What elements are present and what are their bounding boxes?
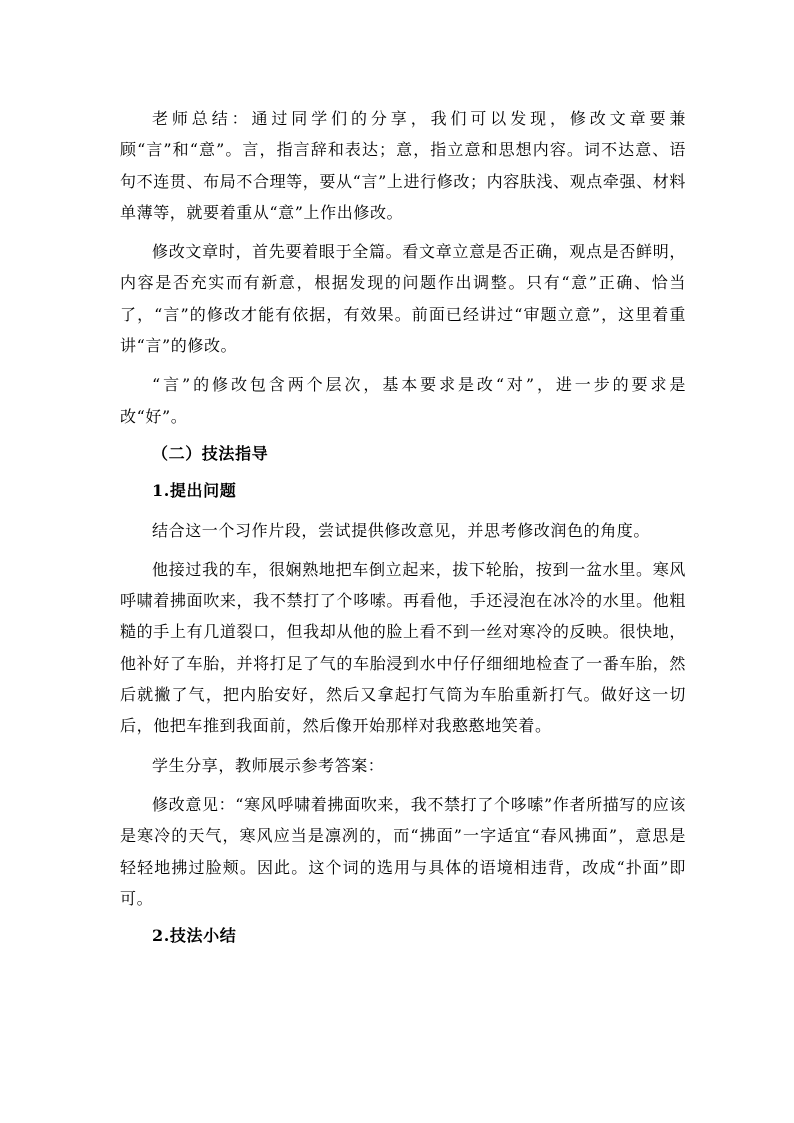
revision-levels-paragraph: “言”的修改包含两个层次，基本要求是改“对”，进一步的要求是改“好”。 (120, 375, 686, 426)
writing-excerpt: 他接过我的车，很娴熟地把车倒立起来，拔下轮胎，按到一盆水里。寒风呼啸着拂面吹来，我不禁打了个哆嗦。再看他，手还浸泡在冰冷的水里。他粗糙的手上有几道裂口，但我却从他的脸上看不到一丝对寒冷的反映。很快地，他补好了车胎，并将打足了气的车胎浸到水中仔仔细细地检查了一番车胎，然后就撇了气，把内胎安好，然后又拿起打气筒为车胎重新打气。做好这一切后，他把车推到我面前，然后像开始那样对我憨憨地笑着。 (120, 559, 686, 736)
teacher-summary-paragraph: 老师总结：通过同学们的分享，我们可以发现，修改文章要兼顾“言”和“意”。言，指言辞和表达；意，指立意和思想内容。词不达意、语句不连贯、布局不合理等，要从“言”上进行修改；内容肤浅、观点牵强、材料单薄等，就要着重从“意”上作出修改。 (120, 109, 686, 222)
sub-heading-technique-summary: 2.技法小结 (152, 926, 237, 946)
reference-answer: 修改意见：“寒风呼啸着拂面吹来，我不禁打了个哆嗦”作者所描写的应该是寒冷的天气，寒风应当是凛冽的，而“拂面”一字适宜“春风拂面”，意思是轻轻地拂过脸颊。因此。这个词的选用与具体的语境相违背，改成“扑面”即可。 (120, 794, 686, 908)
task-instruction: 结合这一个习作片段，尝试提供修改意见，并思考修改润色的角度。 (152, 520, 651, 540)
section-heading: （二）技法指导 (152, 443, 269, 463)
document-page (120, 103, 686, 951)
revision-principle-paragraph: 修改文章时，首先要着眼于全篇。看文章立意是否正确，观点是否鲜明，内容是否充实而有新意，根据发现的问题作出调整。只有“意”正确、恰当了，“言”的修改才能有依据，有效果。前面已经讲过“审题立意”，这里着重讲“言”的修改。 (120, 242, 686, 356)
sub-heading-raise-problem: 1.提出问题 (152, 481, 237, 501)
student-share-line: 学生分享，教师展示参考答案： (152, 755, 385, 775)
